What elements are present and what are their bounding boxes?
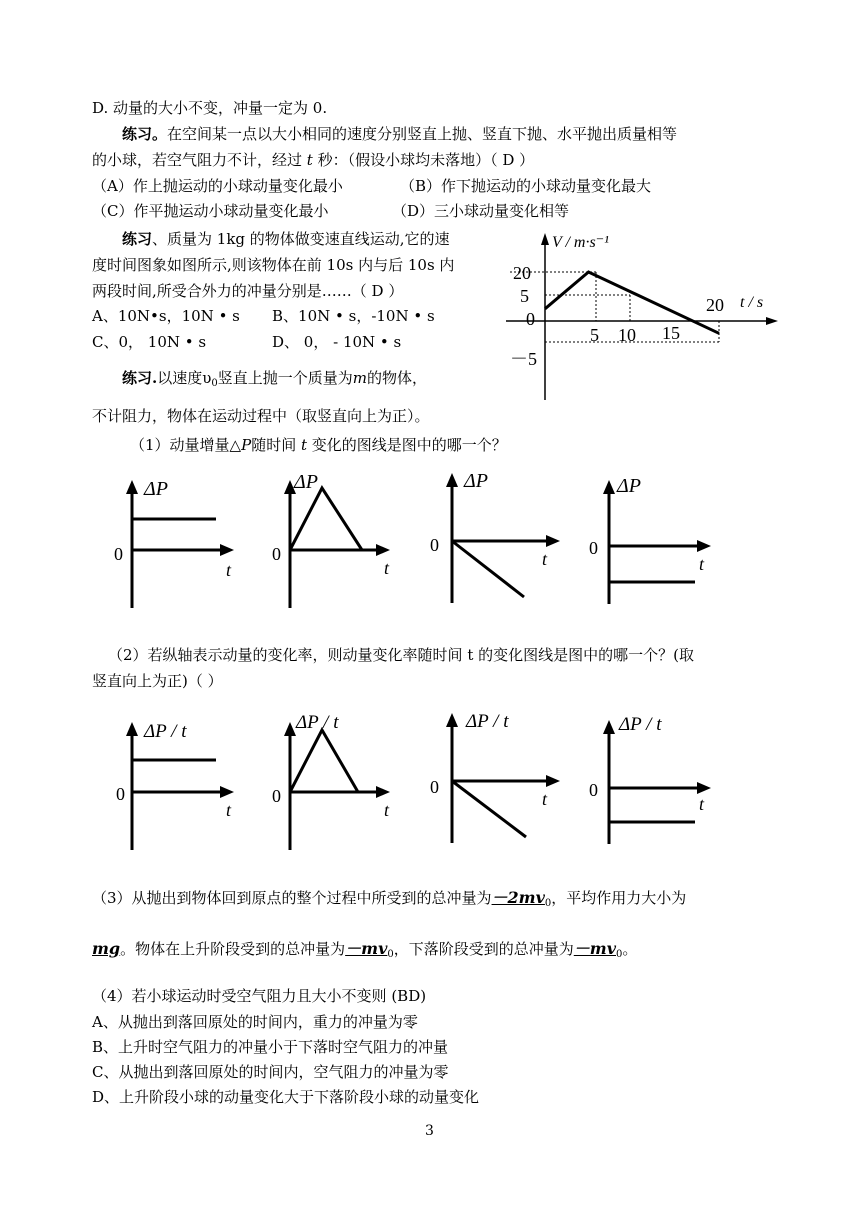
graph1-d bbox=[585, 470, 725, 610]
g1d-xlabel: t bbox=[699, 554, 705, 574]
vt-tick-neg5: －5 bbox=[510, 349, 537, 369]
practice2-label: 练习 bbox=[122, 230, 153, 248]
options-ab bbox=[92, 175, 343, 197]
g2b-ylabel: ΔP / t bbox=[296, 712, 339, 733]
practice2-line2 bbox=[92, 254, 454, 276]
q1c: 变化的图线是图中的哪一个？ bbox=[307, 436, 507, 454]
p2-option-a: A、10N•s，10N • s bbox=[92, 307, 240, 325]
q2-line2: 竖直向上为正)（ ） bbox=[92, 672, 223, 690]
p1-t: t bbox=[306, 151, 313, 169]
graph2-b bbox=[260, 712, 400, 852]
vt-graph bbox=[500, 225, 790, 405]
g2c-zero: 0 bbox=[430, 777, 439, 797]
option-a: （A）作上抛运动的小球动量变化最小 bbox=[92, 177, 343, 195]
p2-option-a-line bbox=[92, 305, 240, 327]
question2-line1 bbox=[108, 644, 694, 666]
practice3-line2 bbox=[92, 405, 430, 427]
q3a: （3）从抛出到物体回到原点的整个过程中所受到的总冲量为 bbox=[92, 889, 492, 907]
q1a: （1）动量增量 bbox=[130, 436, 230, 454]
g2c-ylabel: ΔP / t bbox=[466, 711, 509, 732]
vt-ylabel: V / m·s⁻¹ bbox=[552, 234, 609, 251]
practice2-line3 bbox=[92, 280, 403, 302]
p3-text1a: 以速度υ bbox=[157, 369, 212, 387]
p2-option-d-line bbox=[272, 331, 401, 353]
p3-sub: 0 bbox=[211, 378, 218, 389]
g2d-xlabel: t bbox=[699, 794, 705, 814]
practice3-label: 练习. bbox=[122, 369, 158, 387]
practice2-line1 bbox=[122, 228, 450, 250]
q4-option-b: B、上升时空气阻力的冲量小于下落时空气阻力的冲量 bbox=[92, 1038, 449, 1056]
vt-tick-5: 5 bbox=[520, 286, 529, 306]
question4-a bbox=[92, 1011, 418, 1033]
vt-tick-20: 20 bbox=[513, 263, 531, 283]
question2-line2 bbox=[92, 670, 223, 692]
q3-ans1: －2mv bbox=[491, 888, 545, 907]
g2b-xlabel: t bbox=[384, 800, 390, 820]
g2a-ylabel: ΔP / t bbox=[144, 721, 187, 742]
practice1-text: 在空间某一点以大小相同的速度分别竖直上抛、竖直下抛、水平抛出质量相等 bbox=[167, 125, 678, 143]
q3-ans4: －mv bbox=[573, 939, 616, 958]
g1c-xlabel: t bbox=[542, 549, 548, 569]
g2a-zero: 0 bbox=[116, 784, 125, 804]
p1-text2a: 的小球，若空气阻力不计，经过 bbox=[92, 151, 307, 169]
q4-option-c: C、从抛出到落回原处的时间内，空气阻力的冲量为零 bbox=[92, 1063, 449, 1081]
graph2-c bbox=[420, 705, 570, 845]
q3-sub1: 0 bbox=[544, 898, 552, 909]
vt-tick-x15: 15 bbox=[662, 323, 680, 343]
q3-ans2: mg bbox=[92, 939, 121, 958]
question3-line1 bbox=[92, 887, 686, 915]
q3e: 。 bbox=[622, 940, 638, 958]
page-number bbox=[425, 1120, 434, 1142]
option-c: （C）作平抛运动小球动量变化最小 bbox=[92, 202, 329, 220]
g2d-ylabel: ΔP / t bbox=[619, 714, 662, 735]
p2-option-b-line bbox=[272, 305, 435, 327]
vt-tick-x5: 5 bbox=[590, 325, 599, 345]
p2-option-c-line bbox=[92, 331, 206, 353]
g1d-ylabel: ΔP bbox=[617, 475, 641, 497]
q3d: ，下落阶段受到的总冲量为 bbox=[393, 940, 574, 958]
g1b-ylabel: ΔP bbox=[294, 471, 318, 493]
g2b-zero: 0 bbox=[272, 786, 281, 806]
options-c bbox=[92, 200, 328, 222]
graph2-a bbox=[110, 712, 250, 852]
q2-line1: （2）若纵轴表示动量的变化率，则动量变化率随时间 t 的变化图线是图中的哪一个？(取 bbox=[108, 646, 694, 664]
question4-d bbox=[92, 1086, 479, 1108]
q3-ans3: －mv bbox=[345, 939, 388, 958]
vt-tick-x10: 10 bbox=[618, 325, 636, 345]
g1c-zero: 0 bbox=[430, 535, 439, 555]
p3-text2: 不计阻力，物体在运动过程中（取竖直向上为正）。 bbox=[92, 407, 430, 425]
g1c-ylabel: ΔP bbox=[464, 470, 488, 492]
g1b-zero: 0 bbox=[272, 544, 281, 564]
graph1-c bbox=[420, 465, 570, 605]
graph1-b bbox=[260, 470, 400, 610]
g1b-xlabel: t bbox=[384, 558, 390, 578]
question1 bbox=[130, 434, 507, 456]
question3-line2 bbox=[92, 938, 637, 966]
p3-text1b: 竖直上抛一个质量为 bbox=[217, 369, 353, 387]
q1b: 随时间 bbox=[251, 436, 301, 454]
option-b: （B）作下抛运动的小球动量变化最大 bbox=[400, 177, 652, 195]
practice1-line2 bbox=[92, 149, 534, 171]
page-number-text: 3 bbox=[425, 1123, 434, 1139]
p3-text1c: 的物体， bbox=[366, 369, 427, 387]
g2c-xlabel: t bbox=[542, 789, 548, 809]
p2-text1: 、质量为 1kg 的物体做变速直线运动,它的速 bbox=[152, 230, 450, 248]
p2-option-d: D、 0， - 10N • s bbox=[272, 333, 402, 351]
vt-x-arrow bbox=[766, 317, 778, 325]
practice1-label: 练习。 bbox=[122, 125, 168, 143]
q1-t: t bbox=[300, 436, 307, 454]
options-b bbox=[400, 175, 651, 197]
q4-text: （4）若小球运动时受空气阻力且大小不变则 (BD) bbox=[92, 987, 427, 1005]
p2-text3: 两段时间,所受合外力的冲量分别是……（ D ） bbox=[92, 282, 404, 300]
question4 bbox=[92, 985, 426, 1007]
vt-y-arrow bbox=[541, 233, 549, 245]
q3b: ，平均作用力大小为 bbox=[551, 889, 687, 907]
q3c: 。物体在上升阶段受到的总冲量为 bbox=[120, 940, 346, 958]
p3-m: m bbox=[352, 369, 367, 387]
q3-sub3: 0 bbox=[616, 949, 623, 960]
question4-c bbox=[92, 1061, 448, 1083]
vt-tick-0: 0 bbox=[526, 309, 535, 329]
option-d-line bbox=[92, 97, 327, 119]
practice1-line1 bbox=[122, 123, 677, 145]
vt-xlabel: t / s bbox=[740, 294, 764, 311]
question4-b bbox=[92, 1036, 448, 1058]
g1a-ylabel: ΔP bbox=[144, 478, 168, 500]
g2a-xlabel: t bbox=[226, 800, 232, 820]
g1a-zero: 0 bbox=[114, 544, 123, 564]
p2-text2: 度时间图象如图所示,则该物体在前 10s 内与后 10s 内 bbox=[92, 256, 455, 274]
p2-option-b: B、10N • s，-10N • s bbox=[272, 307, 435, 325]
q4-option-a: A、从抛出到落回原处的时间内，重力的冲量为零 bbox=[92, 1013, 418, 1031]
graph1-a bbox=[110, 470, 240, 610]
p1-text2b: 秒：（假设小球均未落地）（ D ） bbox=[312, 151, 535, 169]
text-l1: D. 动量的大小不变，冲量一定为 0. bbox=[92, 99, 328, 117]
vt-tick-x20: 20 bbox=[706, 295, 724, 315]
g2d-zero: 0 bbox=[589, 780, 598, 800]
q1-dp: △P bbox=[229, 436, 252, 454]
q3-sub2: 0 bbox=[387, 949, 394, 960]
practice3-line1 bbox=[122, 367, 427, 395]
option-d: （D）三小球动量变化相等 bbox=[392, 202, 570, 220]
p2-option-c: C、0， 10N • s bbox=[92, 333, 207, 351]
g1a-xlabel: t bbox=[226, 560, 232, 580]
options-d bbox=[392, 200, 569, 222]
graph2-d bbox=[585, 710, 725, 850]
g1d-zero: 0 bbox=[589, 538, 598, 558]
q4-option-d: D、上升阶段小球的动量变化大于下落阶段小球的动量变化 bbox=[92, 1088, 480, 1106]
